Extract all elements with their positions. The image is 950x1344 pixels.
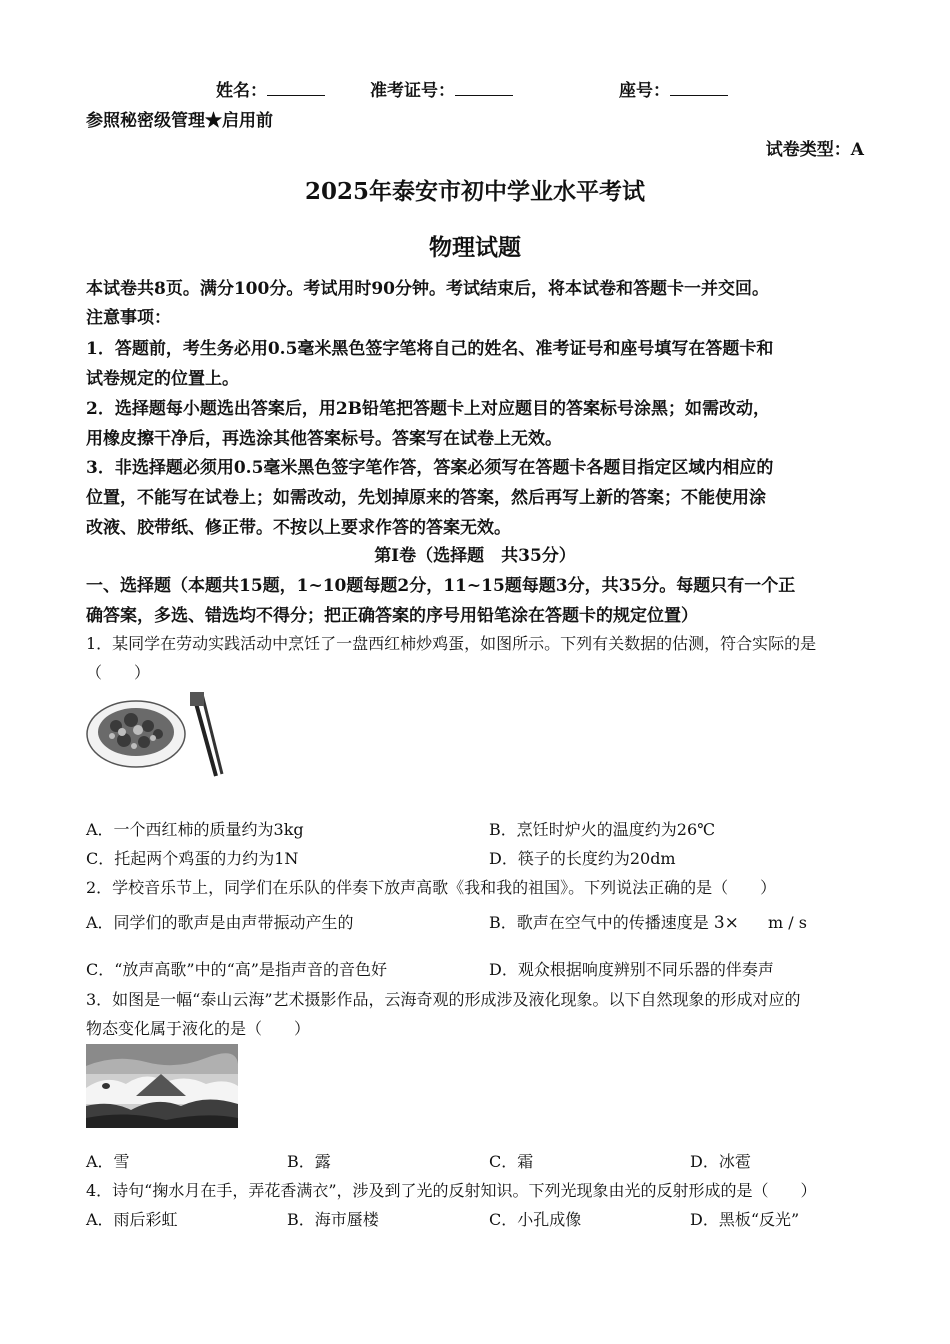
note-line: 1．答题前，考生务必用0.5毫米黑色签字笔将自己的姓名、准考证号和座号填写在答题卡和 [86, 339, 774, 359]
q2-option-c: C．“放声高歌”中的“高”是指声音的音色好 [86, 960, 387, 979]
q2-option-b [489, 910, 807, 933]
note-line: 试卷规定的位置上。 [86, 369, 239, 389]
q1-option-a: A．一个西红柿的质量约为3kg [86, 820, 304, 839]
q3-option-b: B．露 [287, 1152, 331, 1171]
notes-heading: 注意事项： [86, 308, 171, 328]
note-line: 用橡皮擦干净后，再选涂其他答案标号。答案写在试卷上无效。 [86, 429, 562, 449]
paper-type: 试卷类型：A [765, 140, 864, 160]
note-line: 位置，不能写在试卷上；如需改动，先划掉原来的答案，然后再写上新的答案；不能使用涂 [86, 488, 766, 508]
q2-stem: 2．学校音乐节上，同学们在乐队的伴奏下放声高歌《我和我的祖国》。下列说法正确的是（ ） [86, 878, 777, 897]
note-line: 改液、胶带纸、修正带。不按以上要求作答的答案无效。 [86, 518, 511, 538]
seat-blank [670, 81, 728, 96]
exam-number-blank [455, 81, 513, 96]
note-line: 2．选择题每小题选出答案后，用2B铅笔把答题卡上对应题目的答案标号涂黑；如需改动， [86, 399, 771, 419]
exam-title: 2025年泰安市初中学业水平考试 [304, 178, 645, 205]
tomato-egg-dish-image [86, 690, 224, 780]
q3-option-a: A．雪 [86, 1152, 130, 1171]
intro-text: 本试卷共8页。满分100分。考试用时90分钟。考试结束后，将本试卷和答题卡一并交回。 [86, 279, 769, 299]
exam-number-field [370, 76, 513, 101]
exam-subtitle: 物理试题 [429, 234, 521, 261]
name-blank [267, 81, 325, 96]
q1-stem: 1．某同学在劳动实践活动中烹饪了一盘西红柿炒鸡蛋，如图所示。下列有关数据的估测，符合实际的是 [86, 634, 817, 653]
q2-option-b-unit: m / s [768, 913, 807, 932]
q2-option-d: D．观众根据响度辨别不同乐器的伴奏声 [489, 960, 774, 979]
q2-option-b-text: B．歌声在空气中的传播速度是 [489, 913, 709, 932]
seat-label: 座号： [619, 81, 670, 101]
part-instructions: 一、选择题（本题共15题，1~10题每题2分，11~15题每题3分，共35分。每题只有一个正 [86, 576, 796, 596]
q3-option-c: C．霜 [489, 1152, 534, 1171]
q3-stem: 3．如图是一幅“泰山云海”艺术摄影作品，云海奇观的形成涉及液化现象。以下自然现象的形成对应的 [86, 990, 801, 1009]
q1-stem: （ ） [86, 663, 151, 682]
q2-option-a: A．同学们的歌声是由声带振动产生的 [86, 913, 354, 932]
q4-stem: 4．诗句“掬水月在手，弄花香满衣”，涉及到了光的反射知识。下列光现象由光的反射形成的是（ ） [86, 1181, 817, 1200]
name-field [216, 76, 325, 101]
exam-number-label: 准考证号： [370, 81, 455, 101]
q1-option-b: B．烹饪时炉火的温度约为26℃ [489, 820, 716, 839]
name-label: 姓名： [216, 81, 267, 101]
q4-option-b: B．海市蜃楼 [287, 1210, 379, 1229]
q1-option-c: C．托起两个鸡蛋的力约为1N [86, 849, 299, 868]
mount-tai-cloud-sea-photo [86, 1044, 238, 1128]
seat-field [619, 76, 728, 101]
q1-option-d: D．筷子的长度约为20dm [489, 849, 676, 868]
part-instructions: 确答案，多选、错选均不得分；把正确答案的序号用铅笔涂在答题卡的规定位置） [86, 606, 698, 626]
q3-stem: 物态变化属于液化的是（ ） [86, 1019, 311, 1038]
q2-option-b-value: 3× [713, 913, 739, 933]
note-line: 3．非选择题必须用0.5毫米黑色签字笔作答，答案必须写在答题卡各题目指定区域内相应的 [86, 458, 774, 478]
q3-option-d: D．冰雹 [690, 1152, 751, 1171]
q4-option-a: A．雨后彩虹 [86, 1210, 178, 1229]
q4-option-c: C．小孔成像 [489, 1210, 582, 1229]
q4-option-d: D．黑板“反光” [690, 1210, 800, 1229]
secrecy-notice: 参照秘密级管理★启用前 [86, 111, 273, 131]
section-heading: 第Ⅰ卷（选择题 共35分） [374, 546, 576, 566]
